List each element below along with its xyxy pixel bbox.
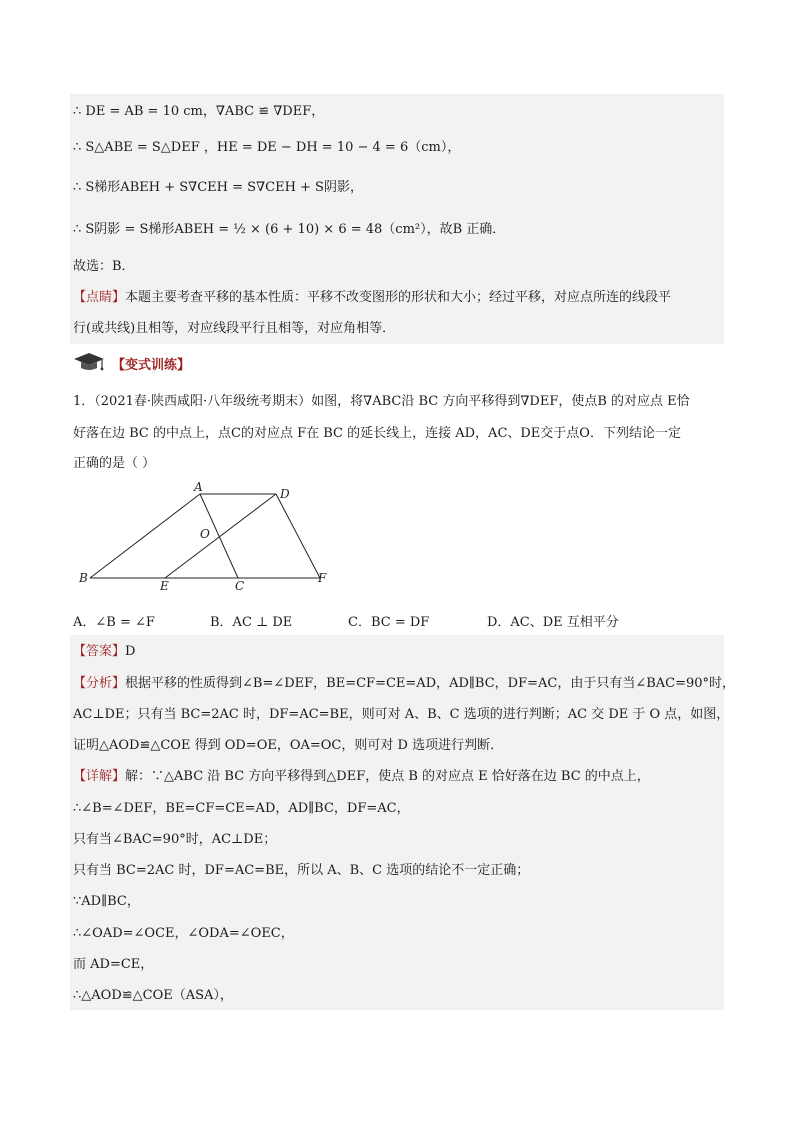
point-line-1: [73, 289, 671, 307]
choice-line: 故选：B．: [73, 259, 135, 274]
segment-AB: [90, 494, 200, 578]
detail-line-4: 只有当 BC=2AC 时，DF=AC=BE，所以 A、B、C 选项的结论不一定正确；: [73, 863, 530, 878]
detail-line-1: [73, 768, 650, 786]
question-line-3: 正确的是（ ）: [73, 456, 156, 471]
segment-DF: [276, 494, 320, 578]
analysis-text-1: 根据平移的性质得到∠B=∠DEF，BE=CF=CE=AD，AD∥BC，DF=AC，由于只有当∠BAC=90°时，: [125, 676, 736, 691]
detail-tag: 【详解】: [73, 769, 126, 784]
detail-line-8: ∴△AOD≌△COE（ASA），: [73, 988, 233, 1003]
label-F: F: [318, 571, 327, 585]
detail-line-3: 只有当∠BAC=90°时，AC⊥DE；: [73, 832, 277, 847]
point-text-1: 本题主要考查平移的基本性质：平移不改变图形的形状和大小；经过平移，对应点所连的线段平: [125, 290, 672, 305]
label-D: D: [280, 487, 290, 501]
detail-line-7: 而 AD=CE，: [73, 957, 154, 972]
answer-line: [73, 643, 135, 661]
label-O: O: [200, 527, 210, 541]
point-line-2: 行(或共线)且相等，对应线段平行且相等，对应角相等．: [73, 321, 396, 336]
solution-line-4: ∴ S阴影 = S梯形ABEH = ½ × (6 + 10) × 6 = 48（cm²），故B 正确．: [73, 222, 506, 237]
question-line-2: 好落在边 BC 的中点上，点C的对应点 F在 BC 的延长线上，连接 AD，AC、DE交于点O．下列结论一定: [73, 426, 681, 441]
label-A: A: [194, 480, 203, 494]
geometry-figure: [70, 478, 340, 594]
analysis-line-3: 证明△AOD≌△COE 得到 OD=OE，OA=OC，则可对 D 选项进行判断．: [73, 738, 504, 753]
label-B: B: [79, 571, 88, 585]
question-line-1: 1．（2021春·陕西咸阳·八年级统考期末）如图，将∇ABC沿 BC 方向平移得到∇DEF，使点B 的对应点 E恰: [73, 394, 690, 409]
label-C: C: [235, 579, 245, 593]
analysis-line-2: AC⊥DE；只有当 BC=2AC 时，DF=AC=BE，则可对 A、B、C 选项的进行判断；AC 交 DE 于 O 点，如图，: [73, 707, 730, 722]
answer-value: D: [125, 644, 136, 659]
detail-line-6: ∴∠OAD=∠OCE，∠ODA=∠OEC，: [73, 926, 294, 941]
solution-line-3: ∴ S梯形ABEH + S∇CEH = S∇CEH + S阴影，: [73, 180, 363, 195]
point-tag: 【点睛】: [73, 290, 126, 305]
detail-line-2: ∴∠B=∠DEF，BE=CF=CE=AD，AD∥BC，DF=AC，: [73, 801, 410, 816]
option-c: C．BC = DF: [348, 615, 430, 630]
option-b: B．AC ⊥ DE: [210, 615, 293, 630]
label-E: E: [160, 579, 169, 593]
detail-line-5: ∵AD∥BC，: [73, 894, 140, 909]
section-title: 【变式训练】: [112, 357, 191, 373]
option-d: D．AC、DE 互相平分: [487, 615, 619, 630]
segment-DE: [165, 494, 276, 578]
solution-line-2: ∴ S△ABE = S△DEF ，HE = DE − DH = 10 − 4 = 6（cm），: [73, 140, 461, 155]
section-header: [72, 352, 190, 374]
detail-text-1: 解：∵△ABC 沿 BC 方向平移得到△DEF，使点 B 的对应点 E 恰好落在边 BC 的中点上，: [125, 769, 650, 784]
answer-tag: 【答案】: [73, 644, 126, 659]
graduation-cap-icon: [72, 352, 106, 374]
analysis-tag: 【分析】: [73, 676, 126, 691]
solution-line-1: ∴ DE = AB = 10 cm，∇ABC ≌ ∇DEF，: [73, 104, 325, 119]
analysis-line-1: [73, 675, 735, 693]
option-a: A．∠B = ∠F: [73, 615, 155, 630]
